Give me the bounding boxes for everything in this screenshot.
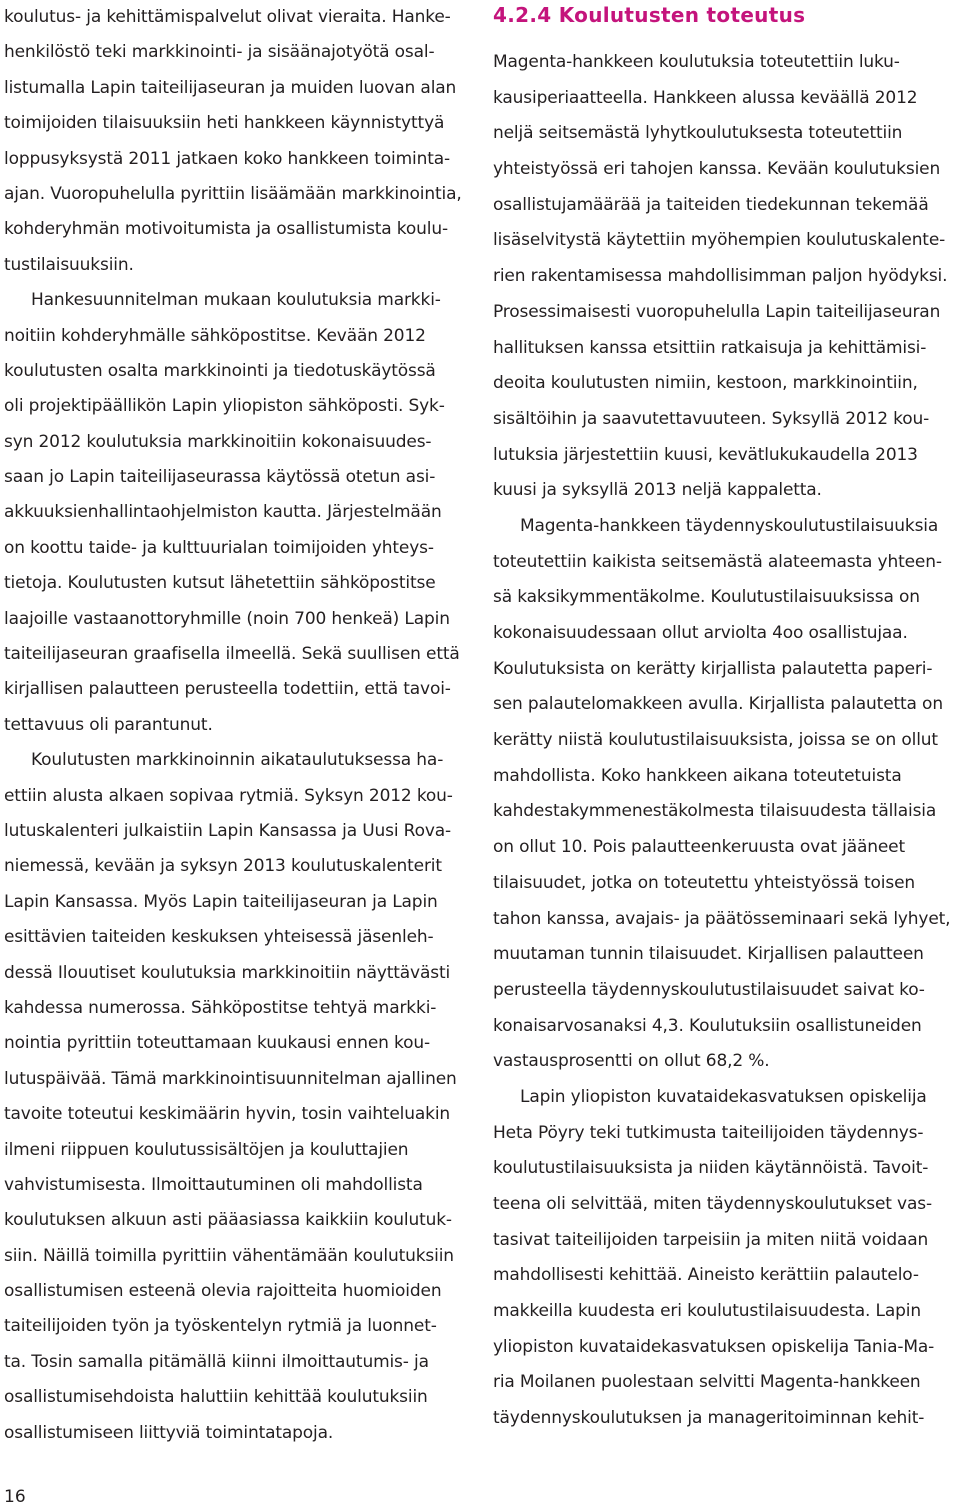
body-text-line: esittävien taiteiden keskuksen yhteisessä jäsenleh- (4, 927, 434, 948)
body-text-line: kahdessa numerossa. Sähköpostitse tehtyä markki- (4, 997, 437, 1018)
body-text-line: listumalla Lapin taiteilijaseuran ja muiden luovan alan (4, 77, 457, 98)
body-text-line: koulutustilaisuuksista ja niiden käytännöistä. Tavoit- (493, 1158, 929, 1179)
section-heading: 4.2.4 Koulutusten toteutus (493, 3, 806, 27)
body-text-line: tettavuus oli parantunut. (4, 714, 213, 735)
body-text-line: Heta Pöyry teki tutkimusta taiteilijoiden täydennys- (493, 1122, 924, 1143)
body-text-line: sen palautelomakkeen avulla. Kirjallista palautetta on (493, 694, 943, 715)
body-text-line: kirjallisen palautteen perusteella todettiin, että tavoi- (4, 679, 451, 700)
body-text-line: ajan. Vuoropuhelulla pyrittiin lisäämään markkinointia, (4, 183, 462, 204)
body-text-line: niemessä, kevään ja syksyn 2013 koulutuskalenterit (4, 856, 442, 877)
body-text-line: koulutusten osalta markkinointi ja tiedotuskäytössä (4, 360, 436, 381)
body-text-line: osallistumisen esteenä olevia rajoitteita huomioiden (4, 1281, 442, 1302)
body-text-line: lisäselvitystä käytettiin myöhempien koulutuskalente- (493, 230, 946, 251)
body-text-line: kuusi ja syksyllä 2013 neljä kappaletta. (493, 480, 822, 501)
body-text-line: kerätty niistä koulutustilaisuuksista, joissa se on ollut (493, 730, 938, 751)
body-text-line: akkuuksienhallintaohjelmiston kautta. Järjestelmään (4, 502, 442, 523)
body-text-line: mahdollisesti kehittää. Aineisto kerättiin palautelo- (493, 1265, 919, 1286)
body-text-line: tietoja. Koulutusten kutsut lähetettiin sähköpostitse (4, 573, 436, 594)
body-text-line: yhteistyössä eri tahojen kanssa. Kevään koulutuksien (493, 159, 941, 180)
body-text-line: ria Moilanen puolestaan selvitti Magenta-hankkeen (493, 1372, 921, 1393)
body-text-line: ilmeni riippuen koulutussisältöjen ja kouluttajien (4, 1139, 409, 1160)
body-text-line: toimijoiden tilaisuuksiin heti hankkeen käynnistyttyä (4, 113, 445, 134)
body-text-line: on koottu taide- ja kulttuurialan toimijoiden yhteys- (4, 537, 434, 558)
body-text-line: kahdestakymmenestäkolmesta tilaisuudesta tällaisia (493, 801, 937, 822)
body-text-line: vahvistumisesta. Ilmoittautuminen oli mahdollista (4, 1174, 423, 1195)
body-text-line: vastausprosentti on ollut 68,2 %. (493, 1051, 770, 1072)
paragraph-start-line: Magenta-hankkeen täydennyskoulutustilaisuuksia (520, 515, 939, 536)
body-text-line: taiteilijaseuran graafisella ilmeellä. Sekä suullisen että (4, 644, 460, 665)
body-text-line: kokonaisuudessaan ollut arviolta 4oo osallistujaa. (493, 623, 908, 643)
body-text-line: lutuskalenteri julkaistiin Lapin Kansassa ja Uusi Rova- (4, 820, 451, 841)
body-text-line: Magenta-hankkeen koulutuksia toteutettiin luku- (493, 52, 900, 72)
body-text-line: koulutuksen alkuun asti pääasiassa kaikkiin koulutuk- (4, 1210, 452, 1231)
body-text-line: perusteella täydennyskoulutustilaisuudet saivat ko- (493, 979, 925, 1000)
body-text-line: makkeilla kuudesta eri koulutustilaisuudesta. Lapin (493, 1301, 921, 1322)
right-text-column (493, 0, 955, 1437)
body-text-line: neljä seitsemästä lyhytkoulutuksesta toteutettiin (493, 123, 903, 144)
body-text-line: oli projektipäällikön Lapin yliopiston sähköposti. Syk- (4, 396, 445, 417)
body-text-line: hallituksen kanssa etsittiin ratkaisuja ja kehittämisi- (493, 337, 927, 358)
body-text-line: ta. Tosin samalla pitämällä kiinni ilmoittautumis- ja (4, 1351, 429, 1372)
body-text-line: ettiin alusta alkaen sopivaa rytmiä. Syksyn 2012 kou- (4, 785, 453, 806)
body-text-line: deoita koulutusten nimiin, kestoon, markkinointiin, (493, 373, 918, 394)
body-text-line: noitiin kohderyhmälle sähköpostitse. Kevään 2012 (4, 325, 426, 346)
body-text-line: syn 2012 koulutuksia markkinoitiin kokonaisuudes- (4, 431, 432, 452)
body-text-line: lutuksia järjestettiin kuusi, kevätlukukaudella 2013 (493, 444, 918, 465)
body-text-line: kausiperiaatteella. Hankkeen alussa keväällä 2012 (493, 87, 918, 108)
body-text-line: osallistujamäärää ja taiteiden tiedekunnan tekemää (493, 194, 929, 215)
body-text-line: on ollut 10. Pois palautteenkeruusta ovat jääneet (493, 837, 905, 858)
body-text-line: sä kaksikymmentäkolme. Koulutustilaisuuksissa on (493, 587, 920, 608)
body-text-line: mahdollista. Koko hankkeen aikana toteutetuista (493, 765, 902, 786)
body-text-line: taiteilijoiden työn ja työskentelyn rytmiä ja luonnet- (4, 1316, 437, 1337)
body-text-line: muutaman tunnin tilaisuudet. Kirjallisen palautteen (493, 944, 924, 965)
body-text-line: tilaisuudet, jotka on toteutettu yhteistyössä toisen (493, 872, 915, 893)
body-text-line: tavoite toteutui keskimäärin hyvin, tosin vaihteluakin (4, 1104, 451, 1125)
body-text-line: sisältöihin ja saavutettavuuteen. Syksyllä 2012 kou- (493, 408, 930, 429)
body-text-line: dessä Ilouutiset koulutuksia markkinoitiin näyttävästi (4, 962, 451, 983)
body-text-line: Prosessimaisesti vuoropuhelulla Lapin taiteilijaseuran (493, 301, 941, 322)
body-text-line: osallistumiseen liittyviä toimintatapoja. (4, 1422, 334, 1443)
body-text-line: toteutettiin kaikista seitsemästä alateemasta yhteen- (493, 551, 942, 572)
body-text-line: teena oli selvittää, miten täydennyskoulutukset vas- (493, 1194, 932, 1214)
body-text-line: koulutus- ja kehittämispalvelut olivat vieraita. Hanke- (4, 7, 451, 27)
page-number: 16 (4, 1487, 26, 1507)
body-text-line: rien rakentamisessa mahdollisimman paljon hyödyksi. (493, 266, 948, 287)
body-text-line: lutuspäivää. Tämä markkinointisuunnitelman ajallinen (4, 1068, 457, 1089)
body-text-line: Koulutuksista on kerätty kirjallista palautetta paperi- (493, 658, 933, 679)
paragraph-start-line: Koulutusten markkinoinnin aikataulutuksessa ha- (31, 750, 444, 771)
paragraph-start-line: Lapin yliopiston kuvataidekasvatuksen opiskelija (520, 1086, 927, 1107)
body-text-line: saan jo Lapin taiteilijaseurassa käytössä otetun asi- (4, 467, 436, 488)
body-text-line: henkilöstö teki markkinointi- ja sisäänajotyötä osal- (4, 42, 435, 63)
paragraph-start-line: Hankesuunnitelman mukaan koulutuksia markki- (31, 290, 441, 311)
body-text-line: siin. Näillä toimilla pyrittiin vähentämään koulutuksiin (4, 1245, 454, 1266)
body-text-line: kohderyhmän motivoitumista ja osallistumista koulu- (4, 219, 448, 240)
body-text-line: konaisarvosanaksi 4,3. Koulutuksiin osallistuneiden (493, 1015, 922, 1036)
body-text-line: tahon kanssa, avajais- ja päätösseminaari sekä lyhyet, (493, 908, 951, 929)
body-text-line: yliopiston kuvataidekasvatuksen opiskelija Tania-Ma- (493, 1336, 935, 1357)
left-text-column (4, 0, 466, 1451)
body-text-line: tustilaisuuksiin. (4, 254, 134, 275)
body-text-line: nointia pyrittiin toteuttamaan kuukausi ennen kou- (4, 1033, 430, 1054)
body-text-line: loppusyksystä 2011 jatkaen koko hankkeen toiminta- (4, 148, 450, 169)
body-text-line: täydennyskoulutuksen ja manageritoiminnan kehit- (493, 1408, 925, 1429)
body-text-line: Lapin Kansassa. Myös Lapin taiteilijaseuran ja Lapin (4, 891, 438, 912)
body-text-line: osallistumisehdoista haluttiin kehittää koulutuksiin (4, 1387, 428, 1408)
body-text-line: laajoille vastaanottoryhmille (noin 700 henkeä) Lapin (4, 608, 450, 629)
body-text-line: tasivat taiteilijoiden tarpeisiin ja miten niitä voidaan (493, 1229, 929, 1250)
